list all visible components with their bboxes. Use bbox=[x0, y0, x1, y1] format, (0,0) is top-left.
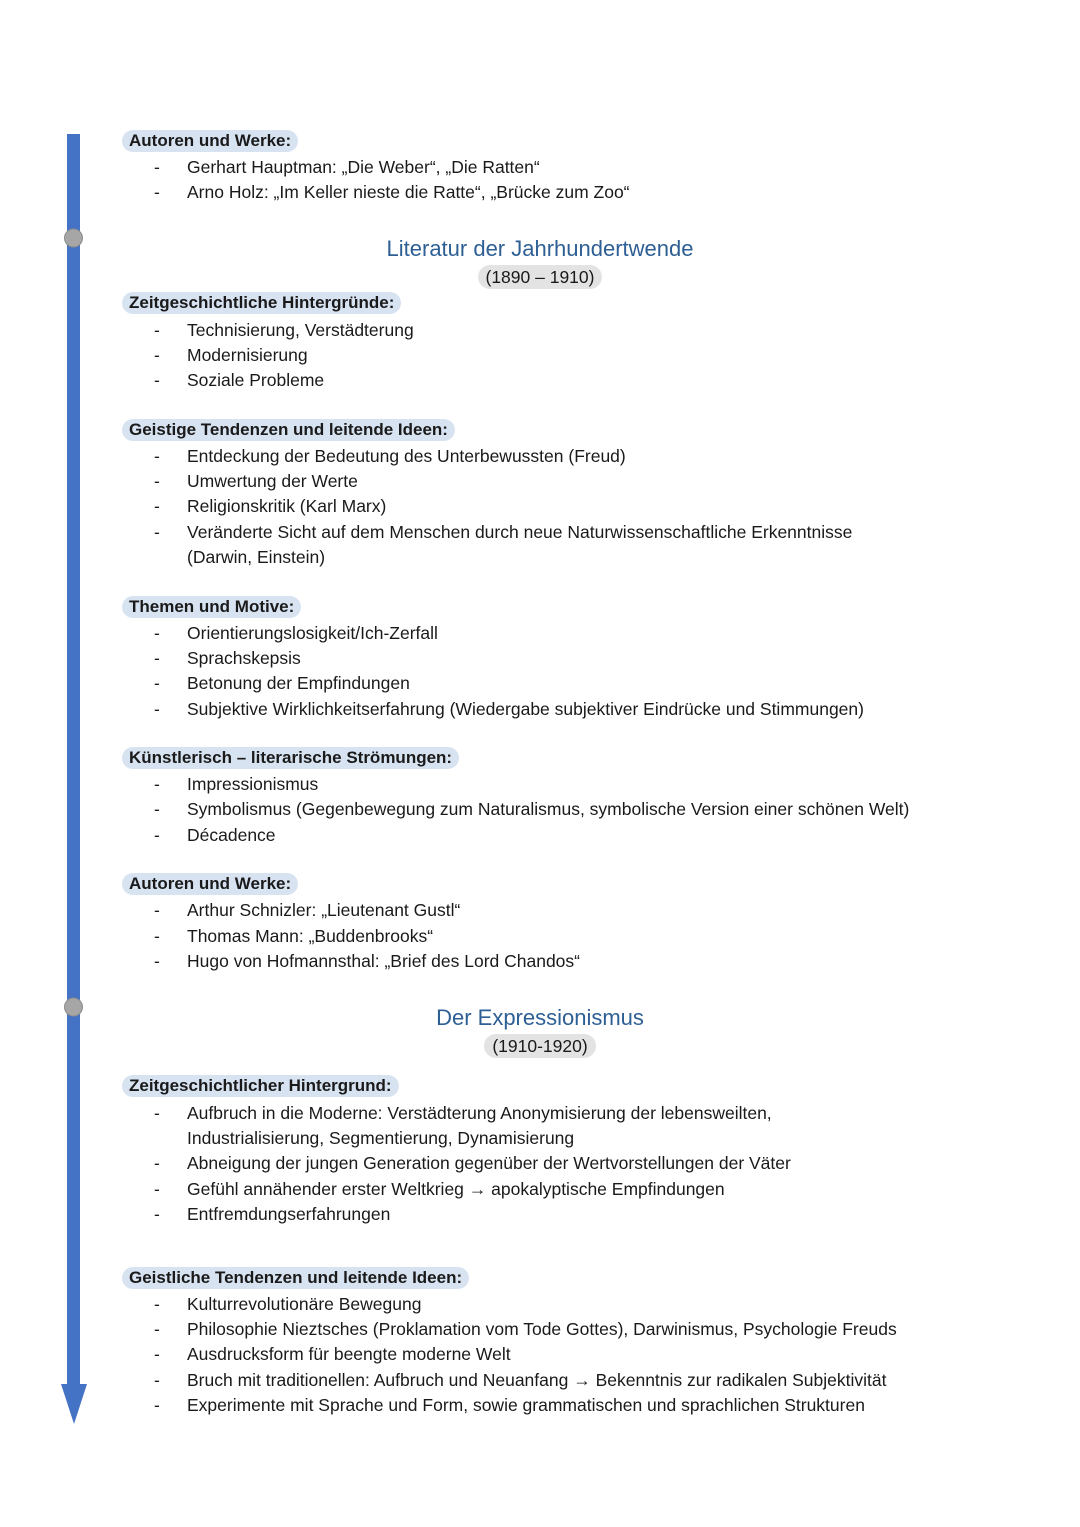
list-item bbox=[154, 823, 276, 848]
list-bullet: - bbox=[154, 699, 160, 719]
list-item-text: Impressionismus bbox=[187, 774, 319, 794]
list-item-text: Soziale Probleme bbox=[187, 370, 325, 390]
list-item-text: Experimente mit Sprache und Form, sowie grammatischen und sprachlichen Strukturen bbox=[187, 1395, 865, 1415]
list-item-text: Betonung der Empfindungen bbox=[187, 673, 410, 693]
list-item-text: Arno Holz: „Im Keller nieste die Ratte“, „Brücke zum Zoo“ bbox=[187, 182, 630, 202]
list-item bbox=[154, 671, 410, 696]
list-item bbox=[154, 1292, 422, 1317]
list-item bbox=[154, 180, 630, 205]
list-bullet: - bbox=[154, 648, 160, 668]
era-years: (1890 – 1910) bbox=[478, 265, 603, 289]
list-item-text: Veränderte Sicht auf dem Menschen durch neue Naturwissenschaftliche Erkenntnisse bbox=[187, 522, 853, 542]
timeline-arrow-head bbox=[61, 1384, 87, 1424]
list-item-text: Technisierung, Verstädterung bbox=[187, 320, 414, 340]
list-item bbox=[154, 318, 414, 343]
list-bullet: - bbox=[154, 623, 160, 643]
timeline-line bbox=[67, 134, 80, 1386]
list-bullet: - bbox=[154, 345, 160, 365]
list-bullet: - bbox=[154, 951, 160, 971]
list-item-text: Abneigung der jungen Generation gegenüber der Wertvorstellungen der Väter bbox=[187, 1153, 791, 1173]
era-years: (1910-1920) bbox=[484, 1034, 595, 1058]
list-item-continuation: (Darwin, Einstein) bbox=[187, 547, 326, 567]
section-heading: Zeitgeschichtlicher Hintergrund: bbox=[122, 1075, 399, 1097]
list-bullet: - bbox=[154, 926, 160, 946]
list-bullet: - bbox=[154, 496, 160, 516]
list-bullet: - bbox=[154, 799, 160, 819]
list-item bbox=[154, 949, 580, 974]
era-title: Der Expressionismus bbox=[436, 1005, 644, 1030]
list-bullet: - bbox=[154, 1319, 160, 1339]
list-bullet: - bbox=[154, 1179, 160, 1199]
section-heading: Themen und Motive: bbox=[122, 596, 301, 618]
era-title: Literatur der Jahrhundertwende bbox=[386, 236, 694, 261]
list-bullet: - bbox=[154, 1395, 160, 1415]
list-item-text: Gerhart Hauptman: „Die Weber“, „Die Ratten“ bbox=[187, 157, 540, 177]
list-item bbox=[154, 368, 325, 393]
list-item bbox=[154, 1368, 887, 1393]
list-item-text: Gefühl annähender erster Weltkrieg → apokalyptische Empfindungen bbox=[187, 1179, 725, 1199]
list-bullet: - bbox=[154, 774, 160, 794]
era-years-row bbox=[0, 1034, 1080, 1058]
list-bullet: - bbox=[154, 471, 160, 491]
list-item-text: Orientierungslosigkeit/Ich-Zerfall bbox=[187, 623, 438, 643]
section-heading: Künstlerisch – literarische Strömungen: bbox=[122, 747, 459, 769]
list-item-text: Sprachskepsis bbox=[187, 648, 301, 668]
list-item bbox=[154, 520, 853, 545]
list-bullet: - bbox=[154, 1103, 160, 1123]
list-bullet: - bbox=[154, 825, 160, 845]
list-item bbox=[154, 697, 864, 722]
list-item-text: Philosophie Nieztsches (Proklamation vom Tode Gottes), Darwinismus, Psychologie Freuds bbox=[187, 1319, 897, 1339]
list-item bbox=[154, 1317, 897, 1342]
section-heading: Geistige Tendenzen und leitende Ideen: bbox=[122, 419, 455, 441]
list-bullet: - bbox=[154, 1204, 160, 1224]
list-item-text: Religionskritik (Karl Marx) bbox=[187, 496, 387, 516]
list-item bbox=[154, 1177, 725, 1202]
list-item-text: Arthur Schnizler: „Lieutenant Gustl“ bbox=[187, 900, 461, 920]
section-heading: Zeitgeschichtliche Hintergründe: bbox=[122, 292, 401, 314]
list-bullet: - bbox=[154, 446, 160, 466]
list-bullet: - bbox=[154, 182, 160, 202]
list-item bbox=[154, 1151, 791, 1176]
list-bullet: - bbox=[154, 320, 160, 340]
list-item bbox=[154, 343, 308, 368]
list-item bbox=[154, 646, 301, 671]
list-item-text: Ausdrucksform für beengte moderne Welt bbox=[187, 1344, 511, 1364]
list-item bbox=[154, 898, 461, 923]
list-item-text: Modernisierung bbox=[187, 345, 308, 365]
list-bullet: - bbox=[154, 900, 160, 920]
list-item bbox=[154, 621, 438, 646]
list-item-text: Aufbruch in die Moderne: Verstädterung Anonymisierung der lebensweilten, bbox=[187, 1103, 772, 1123]
list-bullet: - bbox=[154, 522, 160, 542]
list-item bbox=[154, 797, 910, 822]
list-item bbox=[154, 155, 540, 180]
list-bullet: - bbox=[154, 1153, 160, 1173]
section-heading: Geistliche Tendenzen und leitende Ideen: bbox=[122, 1267, 469, 1289]
era-years-row bbox=[0, 265, 1080, 289]
list-item bbox=[154, 772, 319, 797]
list-item-text: Décadence bbox=[187, 825, 276, 845]
list-item-text: Thomas Mann: „Buddenbrooks“ bbox=[187, 926, 434, 946]
list-item bbox=[154, 1342, 511, 1367]
list-item bbox=[154, 469, 358, 494]
list-bullet: - bbox=[154, 370, 160, 390]
list-item-text: Bruch mit traditionellen: Aufbruch und Neuanfang → Bekenntnis zur radikalen Subjektivität bbox=[187, 1370, 887, 1390]
list-item-text: Hugo von Hofmannsthal: „Brief des Lord Chandos“ bbox=[187, 951, 580, 971]
list-bullet: - bbox=[154, 157, 160, 177]
list-item bbox=[154, 1202, 391, 1227]
list-item bbox=[154, 1393, 865, 1418]
list-bullet: - bbox=[154, 1344, 160, 1364]
list-item-text: Symbolismus (Gegenbewegung zum Naturalismus, symbolische Version einer schönen Welt) bbox=[187, 799, 910, 819]
list-item-text: Entdeckung der Bedeutung des Unterbewussten (Freud) bbox=[187, 446, 626, 466]
list-item bbox=[154, 444, 626, 469]
section-heading: Autoren und Werke: bbox=[122, 130, 298, 152]
list-bullet: - bbox=[154, 1294, 160, 1314]
list-bullet: - bbox=[154, 673, 160, 693]
list-item-continuation: Industrialisierung, Segmentierung, Dynamisierung bbox=[187, 1128, 575, 1148]
list-item-text: Kulturrevolutionäre Bewegung bbox=[187, 1294, 422, 1314]
list-item bbox=[154, 494, 387, 519]
list-item-text: Subjektive Wirklichkeitserfahrung (Wiedergabe subjektiver Eindrücke und Stimmungen) bbox=[187, 699, 864, 719]
list-item bbox=[154, 1101, 772, 1126]
list-item-text: Entfremdungserfahrungen bbox=[187, 1204, 391, 1224]
list-bullet: - bbox=[154, 1370, 160, 1390]
list-item bbox=[154, 924, 434, 949]
list-item-text: Umwertung der Werte bbox=[187, 471, 358, 491]
section-heading: Autoren und Werke: bbox=[122, 873, 298, 895]
